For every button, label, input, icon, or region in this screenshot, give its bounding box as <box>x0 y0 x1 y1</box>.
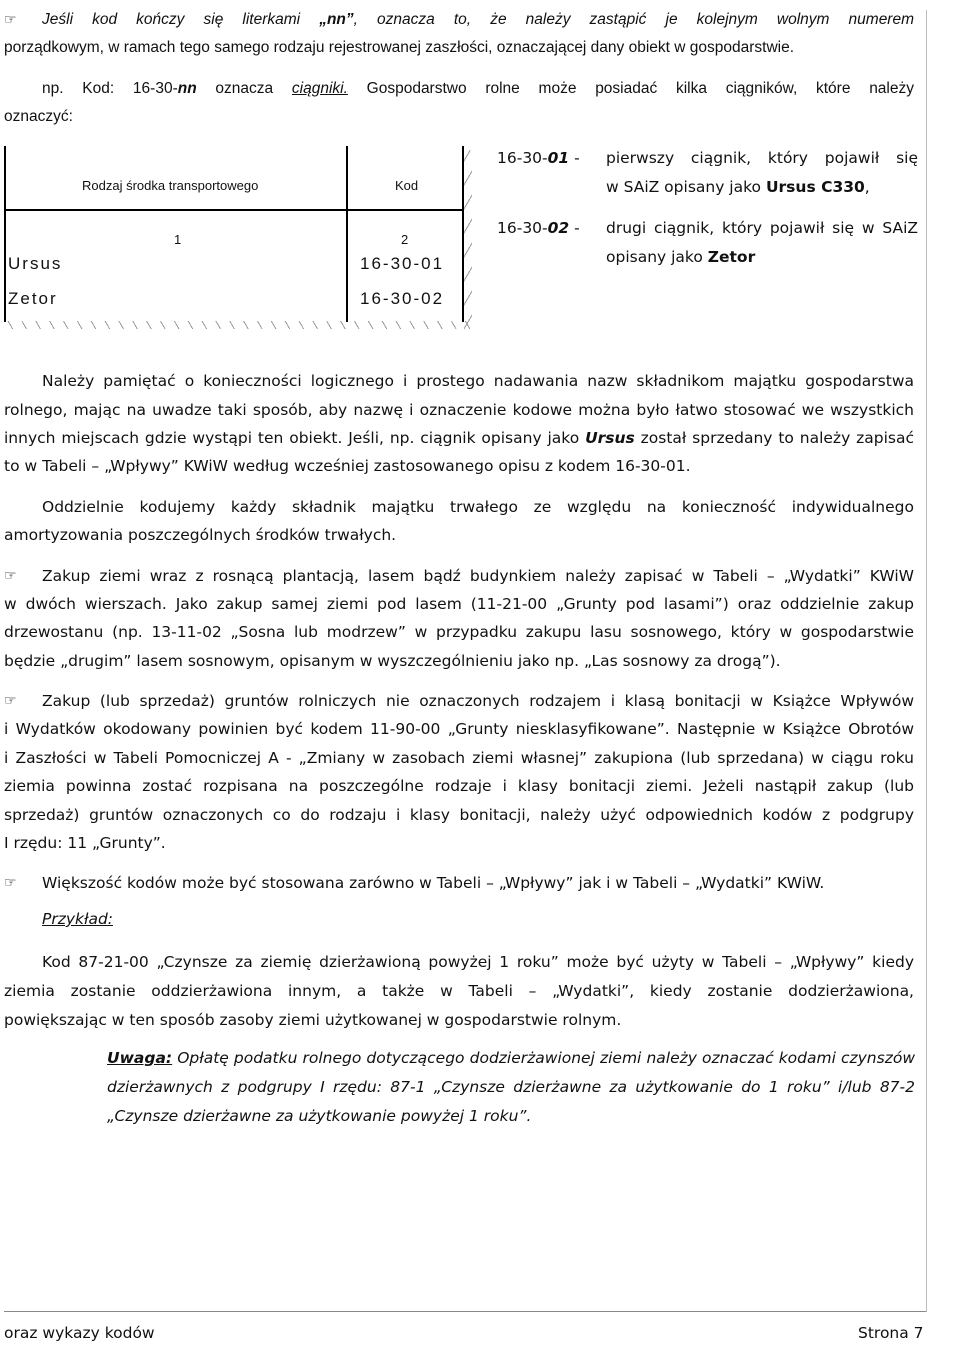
paragraph-1-line-2: porządkowym, w ramach tego samego rodzaju rejestrowanej zaszłości, oznaczającej dany obiekt w gospodarstwie. <box>4 39 795 56</box>
text-segment: opisany jako <box>606 248 708 266</box>
note-line-3: „Czynsze dzierżawne za użytkowanie powyżej 1 roku”. <box>107 1107 532 1125</box>
footer-left: oraz wykazy kodów <box>4 1324 155 1342</box>
text-segment: , <box>864 178 870 196</box>
code-number: 02 <box>547 219 570 237</box>
table-row-code: 16-30-01 <box>360 254 445 273</box>
paragraph-5-line-3: i Zaszłości w Tabeli Pomocniczej A - „Zmiany w zasobach ziemi własnej” zakupiona (lub sprzedana) w ciągu roku <box>4 749 914 767</box>
code-1 <box>497 148 580 168</box>
right-margin-rule <box>926 10 927 1312</box>
paragraph-3-line-1: Oddzielnie kodujemy każdy składnik majątku trwałego ze względu na konieczność indywidualnego <box>42 498 914 516</box>
example-line-2: ziemia zostanie oddzierżawiona innym, a także w Tabeli – „Wydatki”, kiedy zostanie dodzierżawiona, <box>4 982 914 1000</box>
paragraph-2-line-3 <box>4 428 914 448</box>
paragraph-1-line-1 <box>42 10 914 30</box>
paragraph-1-line-4: oznaczyć: <box>4 108 73 125</box>
note-label: Uwaga: <box>107 1049 173 1067</box>
transport-table <box>4 146 470 332</box>
num-col1: 1 <box>174 232 182 247</box>
paragraph-1-line-3 <box>42 79 914 99</box>
note-line-2: dzierżawnych z podgrupy I rzędu: 87-1 „Czynsze dzierżawne za użytkowanie do 1 roku” i/lub 87-2 <box>107 1078 915 1096</box>
paragraph-5-line-6: I rzędu: 11 „Grunty”. <box>4 834 166 852</box>
num-col2: 2 <box>401 232 409 247</box>
text-nn: „nn” <box>319 11 354 28</box>
code-2 <box>497 218 580 238</box>
text-ursus: Ursus <box>585 429 635 447</box>
example-line-3: powiększając w ten sposób zasoby ziemi użytkowanej w gospodarstwie rolnym. <box>4 1011 622 1029</box>
text-segment: np. Kod: 16-30- <box>42 80 178 97</box>
paragraph-6-line-1: Większość kodów może być stosowana zarówno w Tabeli – „Wpływy” jak i w Tabeli – „Wydatki” KWiW. <box>42 874 825 892</box>
header-col1: Rodzaj środka transportowego <box>82 178 259 193</box>
paragraph-4-line-2: w dwóch wierszach. Jako zakup samej ziemi pod lasem (11-21-00 „Grunty pod lasami”) oraz oddzielnie zakup <box>4 595 914 613</box>
table-border-left <box>4 146 6 322</box>
code-dash: - <box>569 149 580 167</box>
code-prefix: 16-30- <box>497 149 548 167</box>
text-segment: oznacza <box>196 80 292 97</box>
paragraph-5-line-4: ziemia powinna zostać rozpisana na poszczególne rodzaje i klasy bonitacji ziemi. Jeżeli nastąpił zakup (lub <box>4 777 914 795</box>
text-segment: został sprzedany to należy zapisać <box>634 429 914 447</box>
pointing-hand-icon: ☞ <box>4 875 17 891</box>
text-model: Zetor <box>707 248 756 266</box>
table-row-name: Ursus <box>8 254 63 273</box>
code-prefix: 16-30- <box>497 219 548 237</box>
table-shadow-right <box>464 150 472 330</box>
paragraph-5-line-5: sprzedaż) gruntów oznaczonych co do rodzaju i klasy bonitacji, należy użyć odpowiednich kodów z podgrupy <box>4 806 914 824</box>
table-shadow-bottom <box>4 321 470 329</box>
code-1-desc-line-1: pierwszy ciągnik, który pojawił się <box>606 149 918 167</box>
code-1-desc-line-2 <box>606 177 870 197</box>
text-segment: Jeśli kod kończy się literkami <box>42 11 301 28</box>
footer-rule <box>4 1311 926 1312</box>
note-line-1 <box>107 1048 915 1068</box>
code-2-desc-line-1: drugi ciągnik, który pojawił się w SAiZ <box>606 219 918 237</box>
footer-page-number: Strona 7 <box>858 1324 924 1342</box>
text-ciagniki: ciągniki. <box>291 80 348 97</box>
code-dash: - <box>569 219 580 237</box>
example-label: Przykład: <box>42 910 114 928</box>
pointing-hand-icon: ☞ <box>4 693 17 709</box>
text-segment: w SAiZ opisany jako <box>606 178 766 196</box>
code-2-desc-line-2 <box>606 247 755 267</box>
pointing-hand-icon: ☞ <box>4 568 17 584</box>
paragraph-2-line-1: Należy pamiętać o konieczności logicznego i prostego nadawania nazw składnikom majątku gospodarstwa <box>42 372 914 390</box>
pointing-hand-icon: ☞ <box>4 12 17 28</box>
text-segment: Opłatę podatku rolnego dotyczącego dodzierżawionej ziemi należy oznaczać kodami czynszów <box>172 1049 915 1067</box>
table-row-divider <box>4 209 464 211</box>
paragraph-4-line-3: drzewostanu (np. 13-11-02 „Sosna lub modrzew” w przypadku zakupu lasu sosnowego, który w gospodarstwie <box>4 623 914 641</box>
paragraph-4-line-1: Zakup ziemi wraz z rosnącą plantacją, lasem bądź budynkiem należy zapisać w Tabeli – „Wydatki” KWiW <box>42 567 914 585</box>
text-model: Ursus C330 <box>765 178 865 196</box>
paragraph-2-line-4: to w Tabeli – „Wpływy” KWiW według wcześniej zastosowanego opisu z kodem 16-30-01. <box>4 457 691 475</box>
paragraph-5-line-2: i Wydatków okodowany powinien być kodem 11-90-00 „Grunty niesklasyfikowane”. Następnie w Książce Obrotów <box>4 720 914 738</box>
table-row-name: Zetor <box>8 289 58 308</box>
paragraph-3-line-2: amortyzowania poszczególnych środków trwałych. <box>4 526 397 544</box>
text-nn: nn <box>177 80 197 97</box>
code-number: 01 <box>547 149 570 167</box>
text-segment: Gospodarstwo rolne może posiadać kilka ciągników, które należy <box>347 80 914 97</box>
paragraph-2-line-2: rolnego, mając na uwadze taki sposób, aby nazwę i oznaczenie kodowe można było łatwo stosować we wszystkich <box>4 401 914 419</box>
paragraph-5-line-1: Zakup (lub sprzedaż) gruntów rolniczych nie oznaczonych rodzajem i klasą bonitacji w Książce Wpływów <box>42 692 914 710</box>
header-col2: Kod <box>395 178 419 193</box>
text-segment: , oznacza to, że należy zastąpić je kolejnym wolnym numerem <box>353 11 915 28</box>
text-segment: innych miejscach gdzie wystąpi ten obiekt. Jeśli, np. ciągnik opisany jako <box>4 429 586 447</box>
paragraph-4-line-4: będzie „drugim” lasem sosnowym, opisanym w wyszczególnieniu jako np. „Las sosnowy za drogą”). <box>4 652 781 670</box>
example-line-1: Kod 87-21-00 „Czynsze za ziemię dzierżawioną powyżej 1 roku” może być użyty w Tabeli – „Wpływy” kiedy <box>42 953 914 971</box>
table-border-mid <box>346 146 348 322</box>
table-row-code: 16-30-02 <box>360 289 445 308</box>
